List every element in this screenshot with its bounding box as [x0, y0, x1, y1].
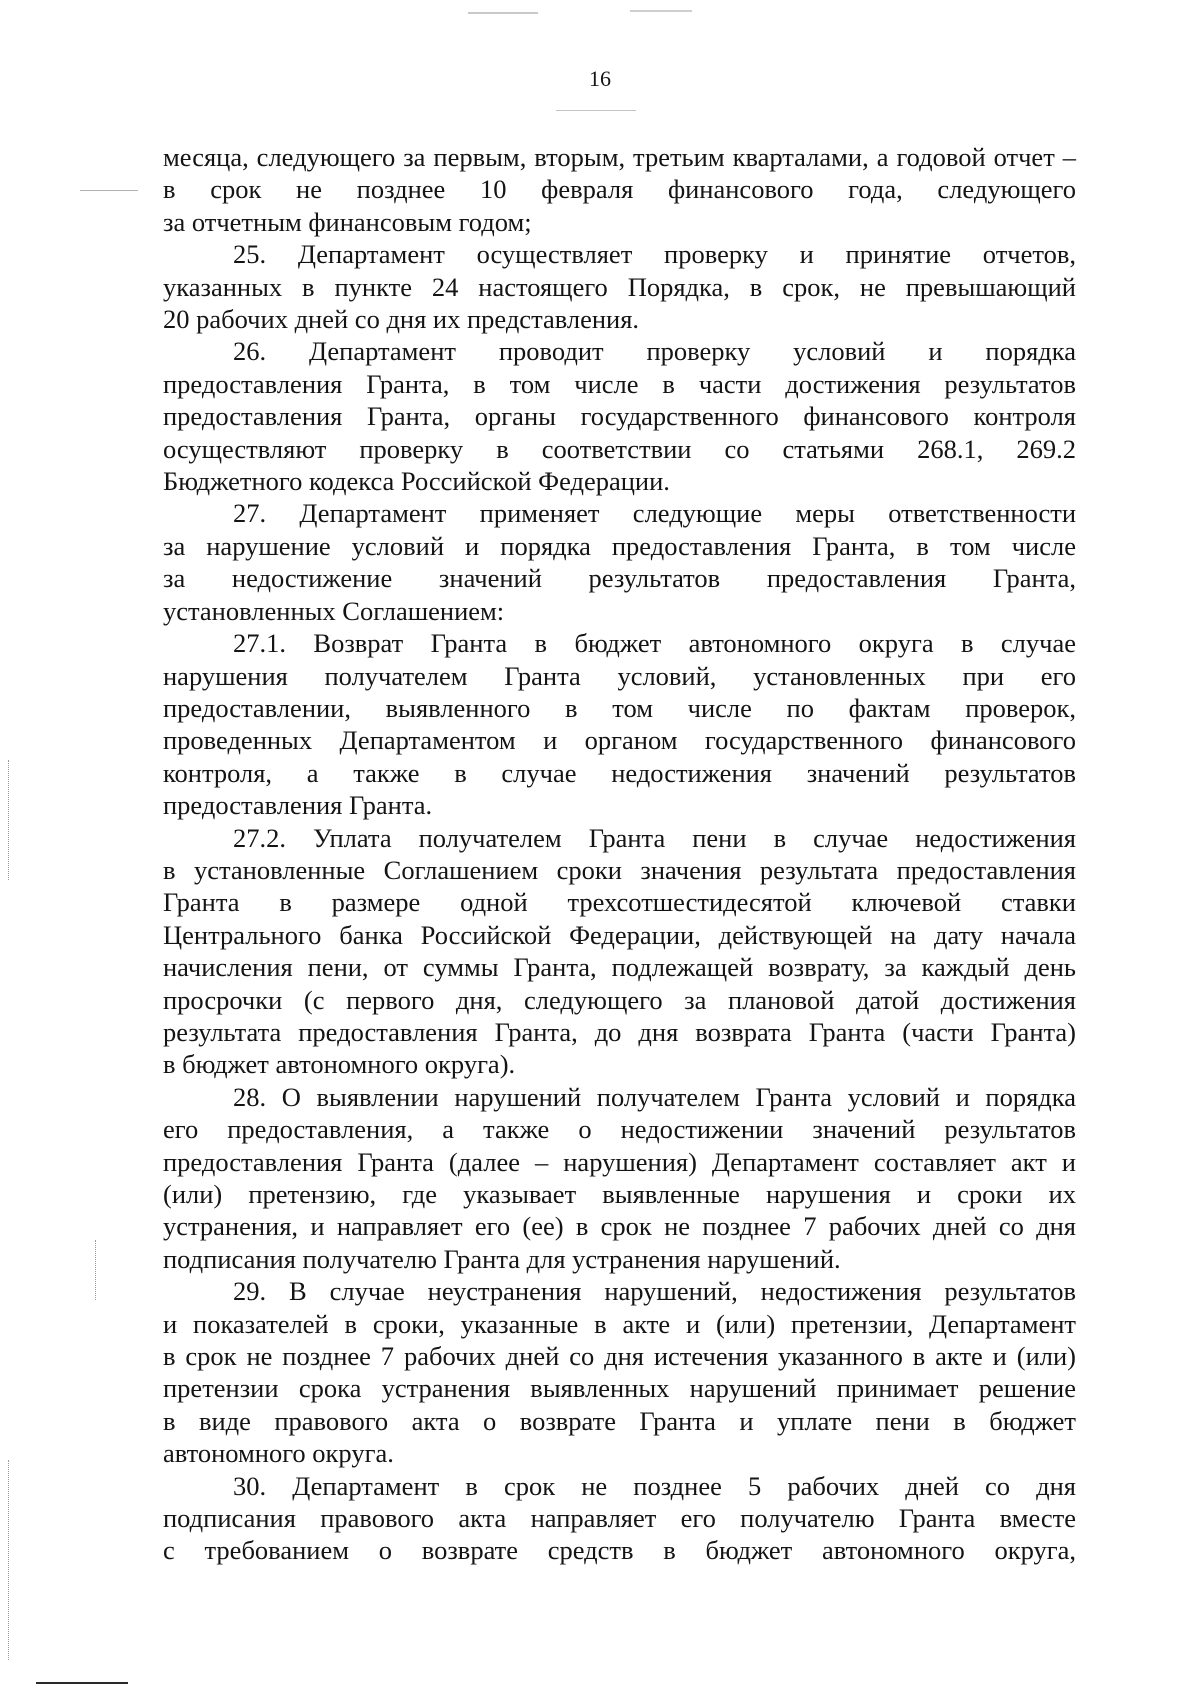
text-line: результата предоставления Гранта, до дня возврата Гранта (части Гранта): [163, 1016, 1076, 1047]
paragraph-26-end: [163, 465, 1076, 497]
text-line: 29. В случае неустранения нарушений, недостижения результатов: [233, 1276, 1076, 1307]
text-line: в бюджет автономного округа).: [163, 1049, 516, 1080]
text-line: 20 рабочих дней со дня их представления.: [163, 304, 640, 335]
scan-artifact-left-dots-2: [8, 1460, 10, 1660]
scan-artifact-left-dots-1: [8, 760, 10, 880]
text-line: начисления пени, от суммы Гранта, подлежащей возврату, за каждый день: [163, 952, 1076, 983]
paragraph-27-2: [163, 822, 1076, 854]
text-line: предоставления Гранта, в том числе в части достижения результатов: [163, 368, 1076, 399]
paragraph-30-end: [163, 1534, 1076, 1566]
paragraph-28: [163, 1081, 1076, 1113]
scan-artifact-bottom-line: [36, 1682, 128, 1684]
text-line: просрочки (с первого дня, следующего за плановой датой достижения: [163, 984, 1076, 1015]
paragraph-28-body: [163, 1210, 1076, 1242]
paragraph-27-2-body: [163, 854, 1076, 886]
paragraph-29-body: [163, 1405, 1076, 1437]
paragraph-25: [163, 238, 1076, 270]
paragraph-27-1-body: [163, 692, 1076, 724]
text-line: установленных Соглашением:: [163, 595, 505, 626]
text-line: устранения, и направляет его (ее) в срок не позднее 7 рабочих дней со дня: [163, 1211, 1076, 1242]
scan-artifact-left-dots-3: [95, 1240, 97, 1300]
scan-artifact-under-number: [556, 110, 636, 111]
text-line: нарушения получателем Гранта условий, установленных при его: [163, 660, 1076, 691]
text-line: 28. О выявлении нарушений получателем Гранта условий и порядка: [233, 1081, 1076, 1112]
paragraph-29-body: [163, 1308, 1076, 1340]
text-line: подписания правового акта направляет его получателю Гранта вместе: [163, 1503, 1076, 1534]
text-line: и показателей в сроки, указанные в акте и (или) претензии, Департамент: [163, 1308, 1076, 1339]
paragraph-27-1-body: [163, 724, 1076, 756]
paragraph-25-end: [163, 303, 1076, 335]
paragraph-28-body: [163, 1146, 1076, 1178]
text-line: 25. Департамент осуществляет проверку и принятие отчетов,: [233, 239, 1076, 270]
text-line: 27.1. Возврат Гранта в бюджет автономного округа в случае: [233, 628, 1076, 659]
text-line: 30. Департамент в срок не позднее 5 рабочих дней со дня: [233, 1470, 1076, 1501]
document-body: [163, 141, 1076, 1567]
text-line: в срок не позднее 7 рабочих дней со дня истечения указанного в акте и (или): [163, 1341, 1076, 1372]
paragraph-27-2-body: [163, 1016, 1076, 1048]
paragraph-29-body: [163, 1340, 1076, 1372]
text-line: предоставления Гранта, органы государственного финансового контроля: [163, 401, 1076, 432]
text-line: автономного округа.: [163, 1438, 394, 1469]
paragraph-27-body: [163, 562, 1076, 594]
paragraph-26: [163, 335, 1076, 367]
scan-artifact-top-left: [468, 12, 538, 14]
paragraph-27-1-body: [163, 660, 1076, 692]
paragraph-29-end: [163, 1437, 1076, 1469]
text-line: предоставления Гранта (далее – нарушения) Департамент составляет акт и: [163, 1146, 1076, 1177]
paragraph-30-body: [163, 1502, 1076, 1534]
paragraph-27-2-body: [163, 984, 1076, 1016]
paragraph-26-body: [163, 400, 1076, 432]
paragraph-27-body: [163, 530, 1076, 562]
paragraph-27-1-end: [163, 789, 1076, 821]
text-line: с требованием о возврате средств в бюджет автономного округа,: [163, 1535, 1076, 1566]
paragraph-27-2-body: [163, 951, 1076, 983]
paragraph-26-body: [163, 433, 1076, 465]
paragraph-27-2-body: [163, 919, 1076, 951]
text-line: за отчетным финансовым годом;: [163, 206, 532, 237]
paragraph-27-1: [163, 627, 1076, 659]
text-line: 27.2. Уплата получателем Гранта пени в случае недостижения: [233, 822, 1076, 853]
scan-artifact-left-margin: [80, 190, 138, 191]
paragraph-27-1-body: [163, 757, 1076, 789]
text-line: в виде правового акта о возврате Гранта и уплате пени в бюджет: [163, 1405, 1076, 1436]
text-line: предоставлении, выявленного в том числе по фактам проверок,: [163, 692, 1076, 723]
paragraph-continued-end: [163, 206, 1076, 238]
text-line: (или) претензию, где указывает выявленные нарушения и сроки их: [163, 1179, 1076, 1209]
text-line: 27. Департамент применяет следующие меры ответственности: [233, 498, 1076, 529]
text-line: за нарушение условий и порядка предоставления Гранта, в том числе: [163, 530, 1076, 561]
paragraph-29-body: [163, 1372, 1076, 1404]
paragraph-28-body: [163, 1113, 1076, 1145]
paragraph-continued: [163, 141, 1076, 206]
text-line: претензии срока устранения выявленных нарушений принимает решение: [163, 1373, 1076, 1404]
paragraph-27: [163, 497, 1076, 529]
paragraph-29: [163, 1275, 1076, 1307]
paragraph-26-body: [163, 368, 1076, 400]
paragraph-30: [163, 1470, 1076, 1502]
paragraph-27-end: [163, 595, 1076, 627]
scan-artifact-top-right: [630, 10, 692, 12]
text-line: предоставления Гранта.: [163, 790, 433, 821]
text-line: указанных в пункте 24 настоящего Порядка, в срок, не превышающий: [163, 271, 1076, 302]
paragraph-27-2-end: [163, 1048, 1076, 1080]
text-line: осуществляют проверку в соответствии со статьями 268.1, 269.2: [163, 433, 1076, 464]
text-line: его предоставления, а также о недостижении значений результатов: [163, 1114, 1076, 1145]
text-line: в установленные Соглашением сроки значения результата предоставления: [163, 854, 1076, 885]
text-line: Центрального банка Российской Федерации, действующей на дату начала: [163, 919, 1076, 950]
paragraph-28-end: [163, 1243, 1076, 1275]
text-line: отчет – в срок не позднее 10 февраля финансового года, следующего: [163, 142, 1077, 205]
text-line: 26. Департамент проводит проверку условий и порядка: [233, 336, 1076, 367]
paragraph-28-body: [163, 1178, 1076, 1210]
page-number: 16: [589, 66, 611, 91]
text-line: Бюджетного кодекса Российской Федерации.: [163, 466, 670, 497]
text-line: месяца, следующего за первым, вторым, третьим кварталами, а годовой: [163, 142, 986, 172]
paragraph-27-2-body: [163, 886, 1076, 918]
text-line: Гранта в размере одной трехсотшестидесятой ключевой ставки: [163, 887, 1076, 918]
text-line: за недостижение значений результатов предоставления Гранта,: [163, 563, 1076, 594]
paragraph-25-body: [163, 271, 1076, 303]
text-line: контроля, а также в случае недостижения значений результатов: [163, 757, 1076, 788]
text-line: подписания получателю Гранта для устранения нарушений.: [163, 1243, 841, 1274]
text-line: проведенных Департаментом и органом государственного финансового: [163, 725, 1076, 756]
